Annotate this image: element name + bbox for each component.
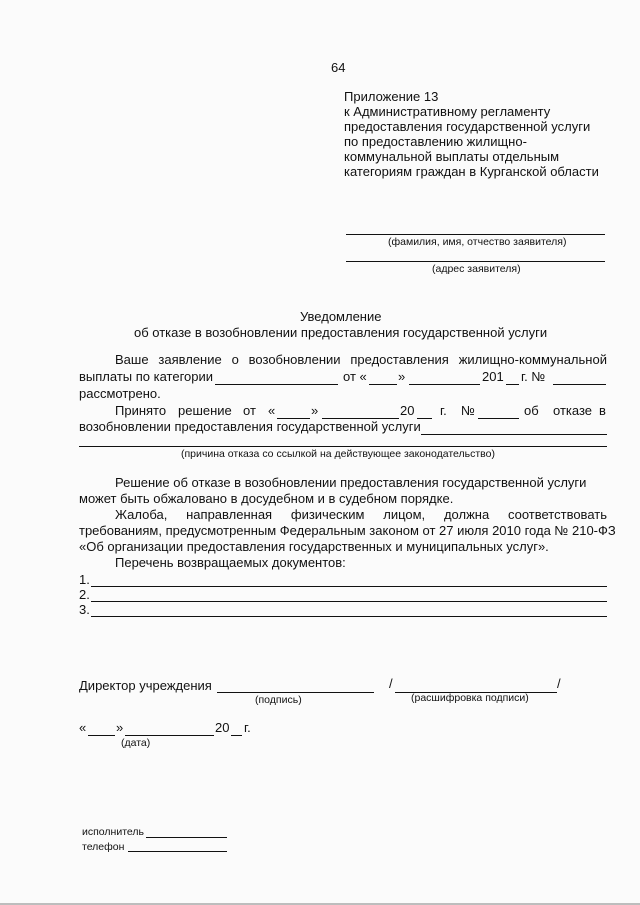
header-line-5: коммунальной выплаты отдельным [344,149,560,164]
paragraph2-word: об [524,403,539,418]
header-line-2: к Административному регламенту [344,104,551,119]
date-year-suffix: г. [244,720,251,735]
applicant-name-line [346,234,605,235]
application-number-line [553,384,606,385]
paragraph2-year: 20 [400,403,415,418]
signature-slash-right: / [557,676,561,691]
paragraph4-line1: Жалоба, направленная физическим лицом, должна соответствовать [115,507,607,522]
date-year: 20 [215,720,230,735]
header-line-1: Приложение 13 [344,89,439,104]
header-line-4: по предоставлению жилищно- [344,134,527,149]
signature-slash-left: / [389,676,393,691]
paragraph1-line3: рассмотрено. [79,386,161,401]
application-year-line [506,384,519,385]
document-item-3-line [91,616,607,617]
reason-line-1 [421,434,607,435]
document-item-1-number: 1. [79,572,90,587]
category-field-line [215,384,338,385]
applicant-name-caption: (фамилия, имя, отчество заявителя) [388,236,567,248]
document-item-3-number: 3. [79,602,90,617]
notice-subtitle: об отказе в возобновлении предоставления государственной услуги [134,325,548,340]
paragraph2-line2: возобновлении предоставления государственной услуги [79,419,421,434]
date-day-line [88,735,115,736]
paragraph2-word: в [599,403,606,418]
application-month-line [409,384,480,385]
application-day-line [369,384,397,385]
paragraph2-word: от [243,403,256,418]
document-item-1-line [91,586,607,587]
paragraph1-line1: Ваше заявление о возобновлении предоставления жилищно-коммунальной [115,352,607,367]
documents-heading: Перечень возвращаемых документов: [115,555,346,570]
paragraph2-word: Принято [115,403,167,418]
paragraph1-number-label: г. № [521,369,546,384]
reason-caption: (причина отказа со ссылкой на действующее законодательство) [181,448,495,460]
executor-line [146,837,227,838]
paragraph1-from: от « [343,369,367,384]
paragraph1-line2-label: выплаты по категории [79,369,214,384]
paragraph1-year: 201 [482,369,504,384]
header-line-6: категориям граждан в Курганской области [344,164,599,179]
paragraph2-quote-close: » [311,403,319,418]
paragraph2-quote-open: « [268,403,276,418]
paragraph4-line3: «Об организации предоставления государственных и муниципальных услуг». [79,539,549,554]
date-quote-open: « [79,720,87,735]
paragraph4-line2: требованиям, предусмотренным Федеральным законом от 27 июля 2010 года № 210-ФЗ [79,523,616,538]
reason-line-2 [79,446,607,447]
signature-decode-caption: (расшифровка подписи) [411,692,529,704]
signature-caption: (подпись) [255,694,302,706]
executor-label: исполнитель [82,826,144,838]
date-caption: (дата) [121,737,151,749]
paragraph2-word: решение [178,403,232,418]
paragraph2-word: г. [440,403,447,418]
decision-number-line [478,418,519,419]
director-label: Директор учреждения [79,678,212,693]
signature-line [217,692,374,693]
notice-title: Уведомление [300,309,382,324]
applicant-address-caption: (адрес заявителя) [432,263,521,275]
date-quote-close: » [116,720,124,735]
page-number: 64 [331,60,346,75]
paragraph3-line1: Решение об отказе в возобновлении предоставления государственной услуги [115,475,587,490]
phone-label: телефон [82,841,125,853]
header-line-3: предоставления государственной услуги [344,119,591,134]
paragraph2-word: отказе [553,403,592,418]
date-year-line [231,735,242,736]
applicant-address-line [346,261,605,262]
paragraph2-number-sign: № [461,403,475,418]
paragraph1-quote-close: » [398,369,406,384]
document-item-2-number: 2. [79,587,90,602]
document-item-2-line [91,601,607,602]
phone-line [128,851,227,852]
date-month-line [125,735,214,736]
paragraph3-line2: может быть обжаловано в досудебном и в судебном порядке. [79,491,454,506]
